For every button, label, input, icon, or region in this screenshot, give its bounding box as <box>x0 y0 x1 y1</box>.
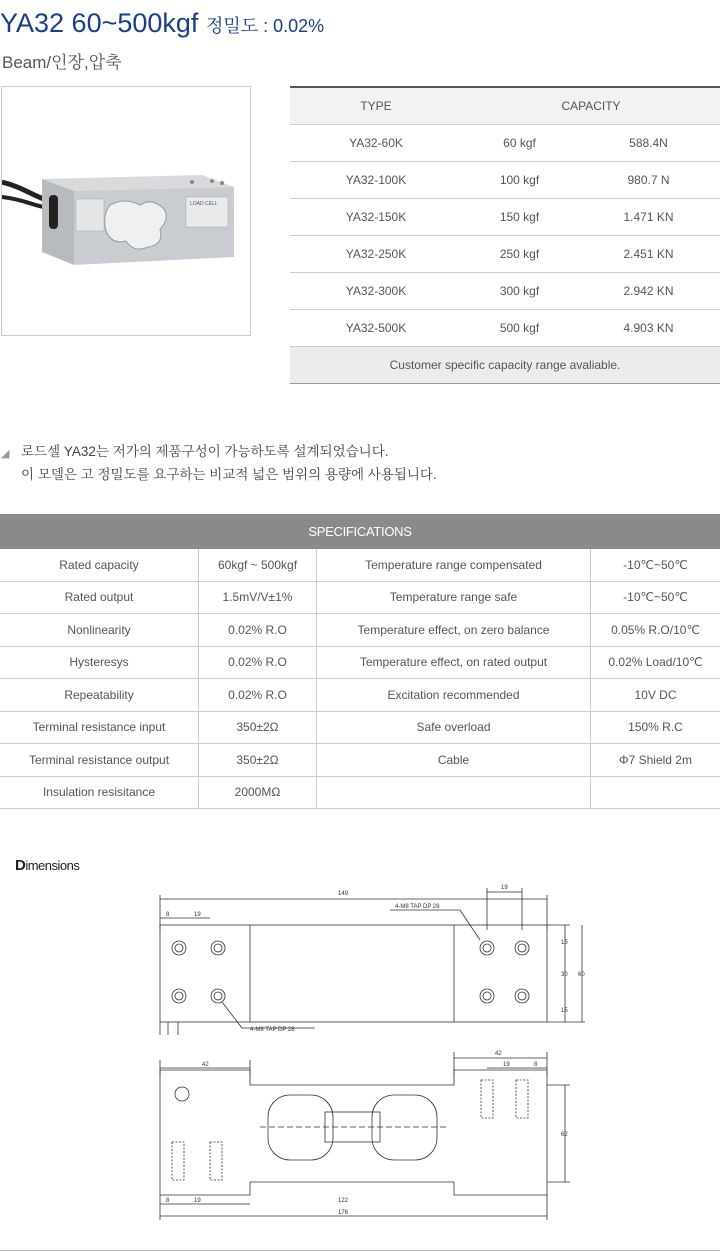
dimensions-drawing <box>150 880 600 1225</box>
table-row: YA32-100K 100 kgf 980.7 N <box>290 162 720 199</box>
capacity-note: Customer specific capacity range avaliable. <box>290 347 720 384</box>
table-row: Rated capacity 60kgf ~ 500kgf Temperature range compensated -10℃~50℃ <box>0 549 720 581</box>
svg-text:30: 30 <box>561 972 568 978</box>
load-cell-image <box>2 87 250 335</box>
svg-text:4-M8 TAP DP 28: 4-M8 TAP DP 28 <box>395 904 440 910</box>
svg-text:15: 15 <box>561 940 568 946</box>
svg-text:19: 19 <box>503 1062 510 1068</box>
svg-text:19: 19 <box>501 885 508 891</box>
svg-text:8: 8 <box>166 912 170 918</box>
specifications-title: SPECIFICATIONS <box>0 514 720 549</box>
svg-text:15: 15 <box>561 1008 568 1014</box>
type-header: TYPE <box>290 87 462 125</box>
svg-text:62: 62 <box>561 1132 568 1138</box>
product-photo <box>1 86 251 336</box>
table-row: Terminal resistance input 350±2Ω Safe overload 150% R.C <box>0 711 720 744</box>
capacity-header: CAPACITY <box>462 87 720 125</box>
svg-text:42: 42 <box>202 1062 209 1068</box>
svg-text:8: 8 <box>166 1198 170 1204</box>
table-row: YA32-250K 250 kgf 2.451 KN <box>290 236 720 273</box>
table-row: YA32-300K 300 kgf 2.942 KN <box>290 273 720 310</box>
load-cell-label: LOAD CELL <box>190 201 218 207</box>
page-title: YA32 60~500kgf 정밀도 : 0.02% <box>0 8 325 38</box>
top-view <box>160 885 585 1035</box>
table-row: Nonlinearity 0.02% R.O Temperature effect, on zero balance 0.05% R.O/10℃ <box>0 614 720 647</box>
svg-text:8: 8 <box>534 1062 538 1068</box>
description <box>1 440 437 486</box>
svg-text:4-M8 TAP DP 28: 4-M8 TAP DP 28 <box>250 1027 295 1033</box>
table-row: YA32-150K 150 kgf 1.471 KN <box>290 199 720 236</box>
svg-text:19: 19 <box>194 912 201 918</box>
description-line: 이 모델은 고 정밀도를 요구하는 비교적 넓은 범위의 용량에 사용됩니다. <box>21 467 437 482</box>
table-row: YA32-500K 500 kgf 4.903 KN <box>290 310 720 347</box>
bullet-icon: ◢ <box>1 448 10 460</box>
svg-text:149: 149 <box>338 891 349 897</box>
precision-label: 정밀도 : 0.02% <box>205 16 325 36</box>
dimensions-title: Dimensions <box>15 857 80 874</box>
capacity-table <box>290 86 720 384</box>
side-view <box>160 1051 570 1220</box>
bottom-divider <box>0 1250 720 1251</box>
specifications-table <box>0 514 720 809</box>
table-row: Insulation resisitance 2000MΩ <box>0 776 720 809</box>
svg-text:42: 42 <box>495 1051 502 1057</box>
table-row: YA32-60K 60 kgf 588.4N <box>290 125 720 162</box>
table-row: Hysteresys 0.02% R.O Temperature effect, on rated output 0.02% Load/10℃ <box>0 646 720 679</box>
svg-text:60: 60 <box>578 972 585 978</box>
svg-text:176: 176 <box>338 1210 349 1216</box>
description-line: 로드셀 YA32는 저가의 제품구성이 가능하도록 설계되었습니다. <box>21 444 389 459</box>
table-row: Terminal resistance output 350±2Ω Cable Φ7 Shield 2m <box>0 744 720 777</box>
table-row: Rated output 1.5mV/V±1% Temperature range safe -10℃~50℃ <box>0 581 720 614</box>
page-subtitle: Beam/인장,압축 <box>2 53 122 72</box>
svg-text:19: 19 <box>194 1198 201 1204</box>
table-row: Repeatability 0.02% R.O Excitation recommended 10V DC <box>0 679 720 712</box>
svg-text:122: 122 <box>338 1198 349 1204</box>
